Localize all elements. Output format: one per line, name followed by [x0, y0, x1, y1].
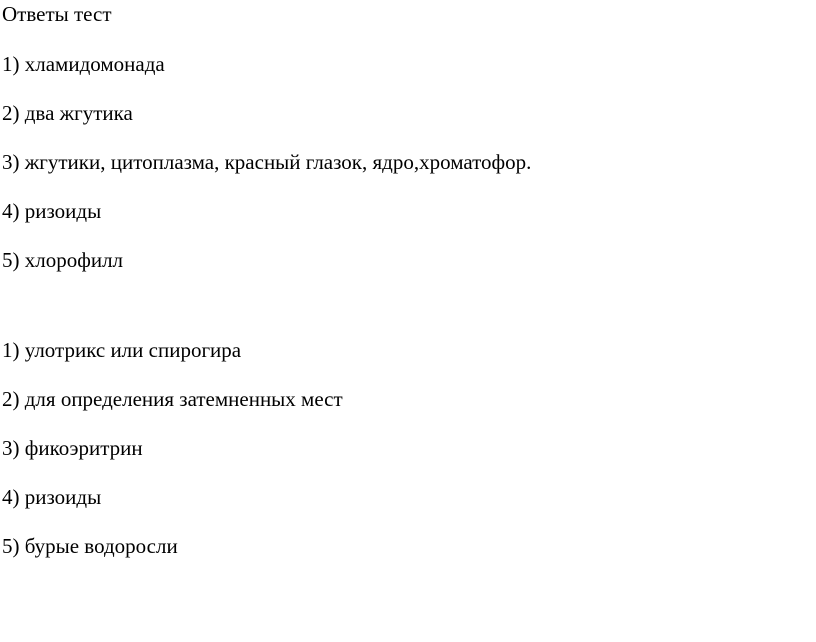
- section-spacer: [2, 297, 812, 338]
- answer-item: 2) два жгутика: [2, 101, 133, 125]
- answer-item: 1) улотрикс или спирогира: [2, 338, 242, 362]
- answer-item: 5) бурые водоросли: [2, 534, 178, 558]
- answer-item: 3) жгутики, цитоплазма, красный глазок, ядро,хроматофор.: [2, 150, 532, 174]
- document-title: Ответы тест: [2, 2, 112, 26]
- answer-item: 4) ризоиды: [2, 485, 102, 509]
- answer-item: 5) хлорофилл: [2, 248, 124, 272]
- answer-item: 2) для определения затемненных мест: [2, 387, 343, 411]
- answer-list-1: [2, 52, 812, 272]
- document-page: [2, 2, 812, 583]
- answer-item: 1) хламидомонада: [2, 52, 165, 76]
- answer-list-2: [2, 338, 812, 558]
- answer-item: 3) фикоэритрин: [2, 436, 143, 460]
- answer-item: 4) ризоиды: [2, 199, 102, 223]
